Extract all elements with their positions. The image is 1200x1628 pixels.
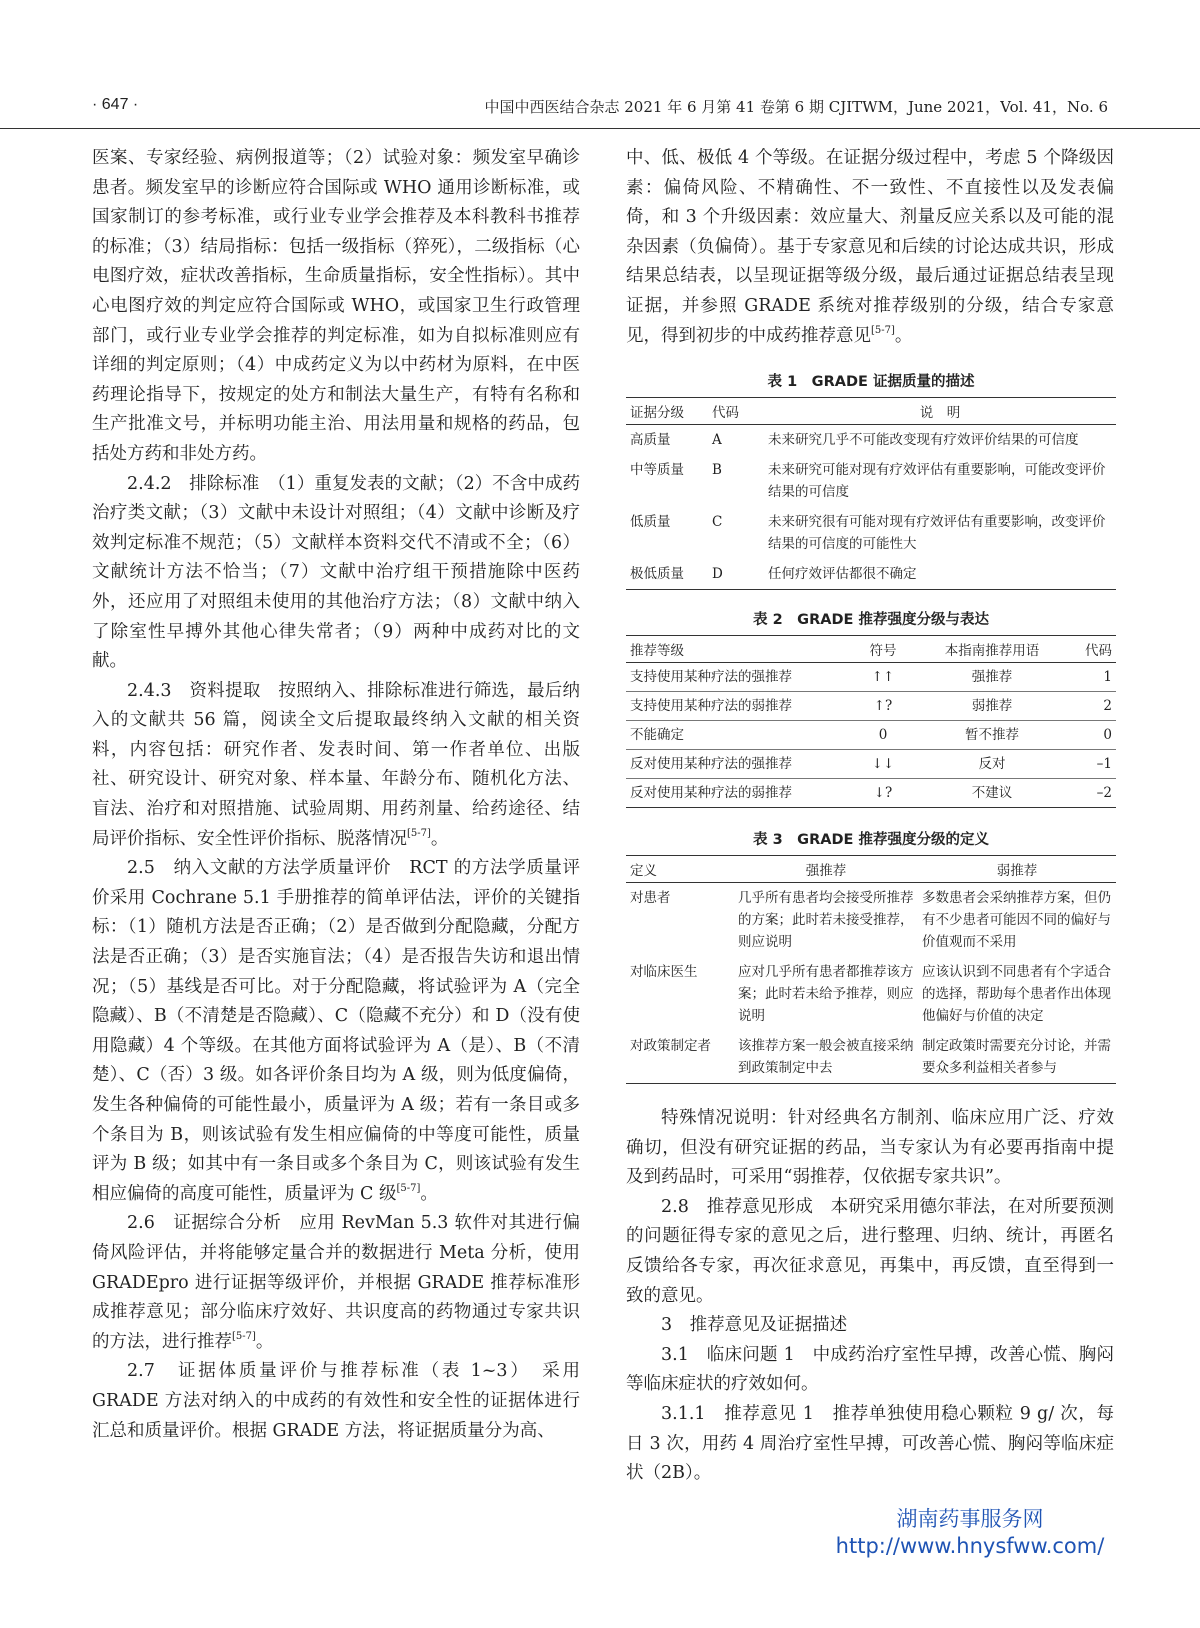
page-header — [0, 92, 1200, 129]
citation: [5-7] — [396, 1182, 421, 1194]
table-header: 代码 — [1085, 643, 1112, 659]
data-extraction-paragraph: 2.4.3 资料提取 按照纳入、排除标准进行筛选，最后纳入的文献共 56 篇，阅读全文后提取最终纳入文献的相关资料，内容包括：研究作者、发表时间、第一作者单位、出版社、研究设计、研究对象、样本量、年龄分布、随机化方法、盲法、治疗和对照措施、试验周期、用药剂量、给药途径、结局评价指标、安全性评价指标、脱落情况[5-7]。 — [92, 680, 580, 849]
table-row: 极低质量 D 任何疗效评估都很不确定 — [626, 559, 1116, 590]
exclusion-criteria-paragraph: 2.4.2 排除标准 （1）重复发表的文献；（2）不含中成药治疗类文献；（3）文献中未设计对照组；（4）文献中诊断及疗效判定标准不规范；（5）文献样本资料交代不清或不全；（6）文献统计方法不恰当；（7）文献中治疗组干预措施除中医药外，还应用了对照组未使用的其他治疗方法；（8）文献中纳入了除室性早搏外其他心律失常者；（9）两种中成药对比的文献。 — [92, 473, 580, 672]
table-header: 本指南推荐用语 — [944, 643, 1040, 659]
watermark-url: http://www.hnysfww.com/ — [835, 1534, 1105, 1558]
table-row: 不能确定 0 暂不推荐 0 — [626, 721, 1116, 750]
table-header: 证据分级 — [630, 405, 684, 421]
right-column-bottom — [626, 1104, 1114, 1489]
evidence-analysis-paragraph: 2.6 证据综合分析 应用 RevMan 5.3 软件对其进行偏倚风险评估，并将能够定量合并的数据进行 Meta 分析，使用 GRADEpro 进行证据等级评价，并根据 GRADE 推荐标准形成推荐意见；部分临床疗效好、共识度高的药物通过专家共识的方法，进行推荐[5-7]。 — [92, 1213, 580, 1352]
journal-citation: 中国中西医结合杂志 2021 年 6 月第 41 卷第 6 期 CJITWM，June 2021，Vol. 41，No. 6 — [484, 98, 1108, 116]
grading-continuation-paragraph: 中、低、极低 4 个等级。在证据分级过程中，考虑 5 个降级因素：偏倚风险、不精确性、不一致性、不直接性以及发表偏倚，和 3 个升级因素：效应量大、剂量反应关系以及可能的混杂因素（负偏倚）。基于专家意见和后续的讨论达成共识，形成结果总结表，以呈现证据等级分级，最后通过证据总结表呈现证据，并参照 GRADE 系统对推荐级别的分级，结合专家意见，得到初步的中成药推荐意见[5-7]。 — [626, 148, 1114, 346]
table-3 — [626, 828, 1116, 1084]
table-caption: 表 3 GRADE 推荐强度分级的定义 — [753, 832, 989, 848]
table-header: 推荐等级 — [630, 643, 684, 659]
clinical-question-paragraph: 3.1 临床问题 1 中成药治疗室性早搏，改善心慌、胸闷等临床症状的疗效如何。 — [626, 1344, 1114, 1395]
table-row: 反对使用某种疗法的强推荐 ↓↓ 反对 –1 — [626, 750, 1116, 779]
table-row: 对患者 几乎所有患者均会接受所推荐的方案；此时若未接受推荐，则应说明 多数患者会采纳推荐方案，但仍有不少患者可能因不同的偏好与价值观而不采用 — [630, 890, 1111, 950]
table-header: 说 明 — [919, 405, 961, 421]
special-note-paragraph: 特殊情况说明：针对经典名方制剂、临床应用广泛、疗效确切，但没有研究证据的药品，当专家认为有必要再指南中提及到药品时，可采用“弱推荐，仅依据专家共识”。 — [626, 1108, 1114, 1188]
table-row: 对政策制定者 该推荐方案一般会被直接采纳到政策制定中去 制定政策时需要充分讨论，并需要众多利益相关者参与 — [626, 1031, 1116, 1084]
table-header: 代码 — [712, 405, 739, 421]
page-number: · 647 · — [92, 96, 139, 113]
table-row: 对临床医生 应对几乎所有患者都推荐该方案；此时若未给予推荐，则应说明 应该认识到不同患者有个字适合的选择，帮助每个患者作出体现他偏好与价值的决定 — [630, 964, 1111, 1024]
table-row: 低质量 C 未来研究很有可能对现有疗效评估有重要影响，改变评价结果的可信度的可能性大 — [630, 514, 1106, 552]
table-header: 弱推荐 — [996, 863, 1038, 879]
recommendation-formation-paragraph: 2.8 推荐意见形成 本研究采用德尔菲法，在对所要预测的问题征得专家的意见之后，进行整理、归纳、统计，再匿名反馈给各专家，再次征求意见，再集中，再反馈，直至得到一致的意见。 — [626, 1196, 1114, 1306]
table-header: 符号 — [869, 643, 897, 659]
citation: [5-7] — [871, 324, 895, 336]
watermark-name: 湖南药事服务网 — [896, 1507, 1044, 1531]
inclusion-criteria-paragraph: 医案、专家经验、病例报道等；（2）试验对象：频发室早确诊患者。频发室早的诊断应符合国际或 WHO 通用诊断标准，或国家制订的参考标准，或行业专业学会推荐及本科教科书推荐的标准；（3）结局指标：包括一级指标（猝死），二级指标（心电图疗效，症状改善指标，生命质量指标，安全性指标）。其中心电图疗效的判定应符合国际或 WHO，或国家卫生行政管理部门，或行业专业学会推荐的判定标准，如为自拟标准则应有详细的判定原则；（4）中成药定义为以中药材为原料，在中医药理论指导下，按规定的处方和制法大量生产，有特有名称和生产批准文号，并标明功能主治、用法用量和规格的药品，包括处方药和非处方药。 — [92, 148, 580, 464]
table-row: 中等质量 B 未来研究可能对现有疗效评估有重要影响，可能改变评价结果的可信度 — [630, 462, 1106, 500]
evidence-grading-paragraph: 2.7 证据体质量评价与推荐标准（表 1~3） 采用 GRADE 方法对纳入的中成药的有效性和安全性的证据体进行汇总和质量评价。根据 GRADE 方法，将证据质量分为高、 — [92, 1361, 580, 1441]
table-1 — [626, 370, 1116, 590]
quality-evaluation-paragraph: 2.5 纳入文献的方法学质量评价 RCT 的方法学质量评价采用 Cochrane 5.1 手册推荐的简单评估法，评价的关键指标：（1）随机方法是否正确；（2）是否做到分配隐藏，分配方法是否正确；（3）是否实施盲法；（4）是否报告失访和退出情况；（5）基线是否可比。对于分配隐藏，将试验评为 A（完全隐藏）、B（不清楚是否隐藏）、C（隐藏不充分）和 D（没有使用隐藏）4 个等级。在其他方面将试验评为 A（是）、B（不清楚）、C（否）3 级。如各评价条目均为 A 级，则为低度偏倚，发生各种偏倚的可能性最小，质量评为 A 级；若有一条目或多个条目为 B，则该试验有发生相应偏倚的中等度可能性，质量评为 B 级；如其中有一条目或多个条目为 C，则该试验有发生相应偏倚的高度可能性，质量评为 C 级[5-7]。 — [92, 858, 580, 1204]
table-2 — [626, 608, 1116, 808]
table-row: 支持使用某种疗法的弱推荐 ↑? 弱推荐 2 — [626, 692, 1116, 721]
table-row: 支持使用某种疗法的强推荐 ↑↑ 强推荐 1 — [626, 663, 1116, 692]
section-heading: 3 推荐意见及证据描述 — [661, 1315, 848, 1336]
table-row: 反对使用某种疗法的弱推荐 ↓? 不建议 –2 — [626, 779, 1116, 808]
citation: [5-7] — [232, 1330, 256, 1342]
citation: [5-7] — [407, 827, 431, 839]
right-column-top — [626, 144, 1114, 351]
table-header: 强推荐 — [805, 863, 847, 879]
left-column — [92, 144, 580, 1446]
table-caption: 表 1 GRADE 证据质量的描述 — [767, 374, 975, 390]
watermark — [820, 1506, 1120, 1560]
recommendation-paragraph: 3.1.1 推荐意见 1 推荐单独使用稳心颗粒 9 g/ 次，每日 3 次，用药 4 周治疗室性早搏，可改善心慌、胸闷等临床症状（2B）。 — [626, 1403, 1114, 1484]
table-header: 定义 — [630, 863, 657, 879]
table-row: 高质量 A 未来研究几乎不可能改变现有疗效评价结果的可信度 — [630, 432, 1079, 448]
table-caption: 表 2 GRADE 推荐强度分级与表达 — [753, 612, 989, 628]
